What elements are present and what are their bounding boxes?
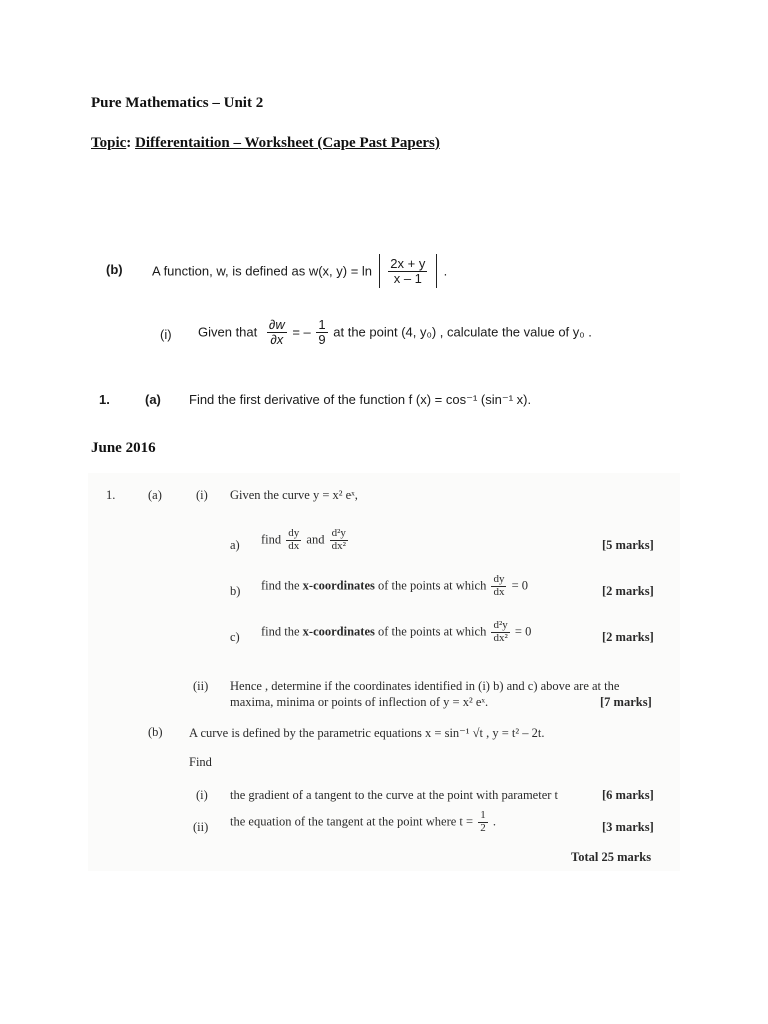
question-1-part: (a) (145, 392, 161, 407)
scan-item-a-label: a) (230, 538, 240, 552)
question-b-i-rest: at the point (4, y₀) , calculate the value of y₀ . (333, 324, 592, 340)
equals-negative: = – (292, 324, 311, 340)
topic-label: Topic (91, 135, 127, 151)
d2y-dx2-fraction (330, 528, 348, 552)
scan-parametric-text: A curve is defined by the parametric equations x = sin⁻¹ √t , y = t² – 2t. (189, 726, 545, 740)
partial-numerator: ∂w (268, 317, 285, 332)
document-title: Pure Mathematics – Unit 2 (91, 95, 264, 111)
question-b-end: . (443, 263, 448, 279)
scan-c-post: of the points at which (378, 624, 487, 639)
scan-c-eq: = 0 (514, 624, 532, 639)
scan-b-ii-marks: [3 marks] (602, 820, 654, 834)
scan-item-b-label: b) (230, 584, 241, 598)
abs-bar-left (379, 254, 380, 288)
scan-b-ii-text (230, 810, 496, 834)
question-b-i-label: (i) (160, 327, 172, 342)
scan-ii-marks: [7 marks] (600, 695, 652, 709)
one-ninth (316, 318, 327, 346)
scan-and: and (306, 532, 325, 547)
question-1-number: 1. (99, 392, 110, 407)
scan-item-c-label: c) (230, 630, 240, 644)
half-fraction (478, 810, 488, 834)
topic-text: Differentaition – Worksheet (Cape Past Papers) (135, 135, 440, 151)
section-heading: June 2016 (91, 440, 156, 456)
fraction-denominator: x – 1 (393, 270, 422, 286)
partial-derivative (267, 318, 287, 346)
scan-given-curve: Given the curve y = x² eˣ, (230, 488, 358, 502)
question-b-i-statement (198, 318, 592, 346)
abs-bar-right (436, 254, 437, 288)
given-that: Given that (198, 324, 258, 340)
question-b-fraction (388, 257, 427, 285)
scan-item-b-text (261, 574, 528, 598)
scan-item-c-marks: [2 marks] (602, 630, 654, 644)
scan-c-d2y-dx2 (491, 620, 509, 644)
topic-colon: : (126, 135, 132, 151)
scan-item-a-marks: [5 marks] (602, 538, 654, 552)
scan-b-bold: x-coordinates (302, 578, 375, 593)
d2y-numerator: d²y (331, 527, 346, 539)
scan-b-eq: = 0 (511, 578, 529, 593)
scan-b-ii-pre: the equation of the tangent at the point where t = (230, 814, 474, 829)
dy-dx-fraction (286, 528, 301, 552)
scan-b-post: of the points at which (378, 578, 487, 593)
scan-total-marks: Total 25 marks (571, 850, 652, 864)
scan-find-label: Find (189, 755, 212, 769)
scan-b-i-marks: [6 marks] (602, 788, 654, 802)
scan-c-pre: find the (261, 624, 300, 639)
scan-question-number: 1. (106, 488, 116, 502)
scan-c-bold: x-coordinates (302, 624, 375, 639)
scan-ii-line1: Hence , determine if the coordinates identified in (i) b) and c) above are at the (230, 679, 620, 693)
question-b-intro: A function, w, is defined as w(x, y) = ln (152, 263, 373, 279)
scan-item-a-text (261, 528, 350, 552)
scan-b-ii-dot: . (492, 814, 496, 829)
dx-denominator: dx (288, 539, 300, 552)
one-ninth-numerator: 1 (318, 317, 326, 332)
dx2-denominator: dx² (331, 539, 346, 552)
partial-denominator: ∂x (270, 331, 284, 347)
question-b-label: (b) (106, 262, 123, 277)
half-numerator: 1 (480, 809, 486, 821)
scan-part-a: (a) (148, 488, 162, 502)
scan-b-pre: find the (261, 578, 300, 593)
scan-ii-line2: maxima, minima or points of inflection of y = x² eˣ. (230, 695, 489, 709)
scan-b-dy: dy (493, 573, 505, 585)
scan-sub-ii: (ii) (193, 679, 209, 693)
scan-b-sub-ii: (ii) (193, 820, 209, 834)
half-denominator: 2 (480, 821, 486, 834)
scan-item-c-text (261, 620, 531, 644)
scan-part-b: (b) (148, 725, 163, 739)
scan-c-d2y: d²y (493, 619, 508, 631)
scan-c-dx2: dx² (493, 631, 508, 644)
dy-numerator: dy (288, 527, 300, 539)
scan-b-dx: dx (493, 585, 505, 598)
question-1-text: Find the first derivative of the function f (x) = cos⁻¹ (sin⁻¹ x). (189, 392, 532, 407)
scan-item-b-marks: [2 marks] (602, 584, 654, 598)
topic-line (91, 135, 440, 152)
fraction-numerator: 2x + y (390, 255, 426, 271)
scan-find: find (261, 532, 282, 547)
scan-sub-i: (i) (196, 488, 208, 502)
scan-b-dy-dx (491, 574, 506, 598)
scan-b-sub-i: (i) (196, 788, 208, 802)
question-b-statement (152, 254, 447, 288)
scan-b-i-text: the gradient of a tangent to the curve at the point with parameter t (230, 788, 559, 802)
one-ninth-denominator: 9 (318, 331, 326, 347)
